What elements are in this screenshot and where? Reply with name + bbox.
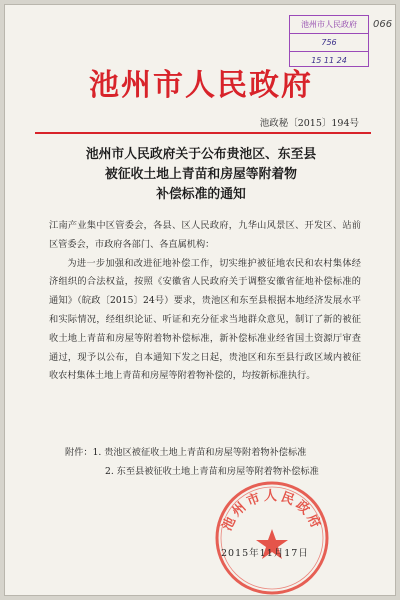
receipt-stamp-date: 15 11 24 [311, 56, 347, 65]
title-line-1: 池州市人民政府关于公布贵池区、东至县 [85, 147, 317, 162]
document-title [45, 145, 357, 205]
official-seal-icon [213, 479, 331, 596]
title-line-2: 被征收土地上青苗和房屋等附着物 [105, 167, 297, 182]
title-line-3: 补偿标准的通知 [156, 187, 246, 202]
document-body [49, 217, 361, 386]
issue-date: 2015年11月17日 [221, 548, 309, 559]
attachments-label: 附件： [65, 447, 93, 458]
red-divider-line [35, 132, 371, 134]
receipt-stamp-org: 池州市人民政府 [290, 16, 368, 34]
receipt-stamp-number: 756 [290, 34, 368, 52]
attachment-item-2: 2. 东至县被征收土地上青苗和房屋等附着物补偿标准 [105, 466, 319, 477]
document-page [4, 4, 396, 596]
issuer-header: 池州市人民政府 [89, 68, 313, 103]
body-paragraph: 为进一步加强和改进征地补偿工作，切实维护被征地农民和农村集体经济组织的合法权益，按照《安徽省人民政府关于调整安徽省征地补偿标准的通知》（皖政〔2015〕24号）要求，贵池区和东至县根据本地经济发展水平和实际情况，经组织论证、听证和充分征求当地群众意见，制订了新的被征收土地上青苗和房屋等附着物补偿标准，新补偿标准业经省国土资源厅审查通过，现予以公布，自本通知下发之日起，贵池区和东至县行政区域内被征收农村集体土地上青苗和房屋等附着物补偿的，均按新标准执行。 [49, 257, 361, 382]
recipients-paragraph: 江南产业集中区管委会，各县、区人民政府，九华山风景区、开发区、站前区管委会，市政府各部门、各直属机构： [49, 220, 361, 250]
attachment-item-1 [65, 443, 365, 462]
attachment-item-1-text: 1. 贵池区被征收土地上青苗和房屋等附着物补偿标准 [92, 447, 307, 458]
attachments-section [65, 443, 365, 481]
page-corner-number: 066 [373, 19, 393, 30]
seal-text: 池州市人民政府 [219, 489, 325, 534]
document-number: 池政秘〔2015〕194号 [259, 118, 359, 129]
